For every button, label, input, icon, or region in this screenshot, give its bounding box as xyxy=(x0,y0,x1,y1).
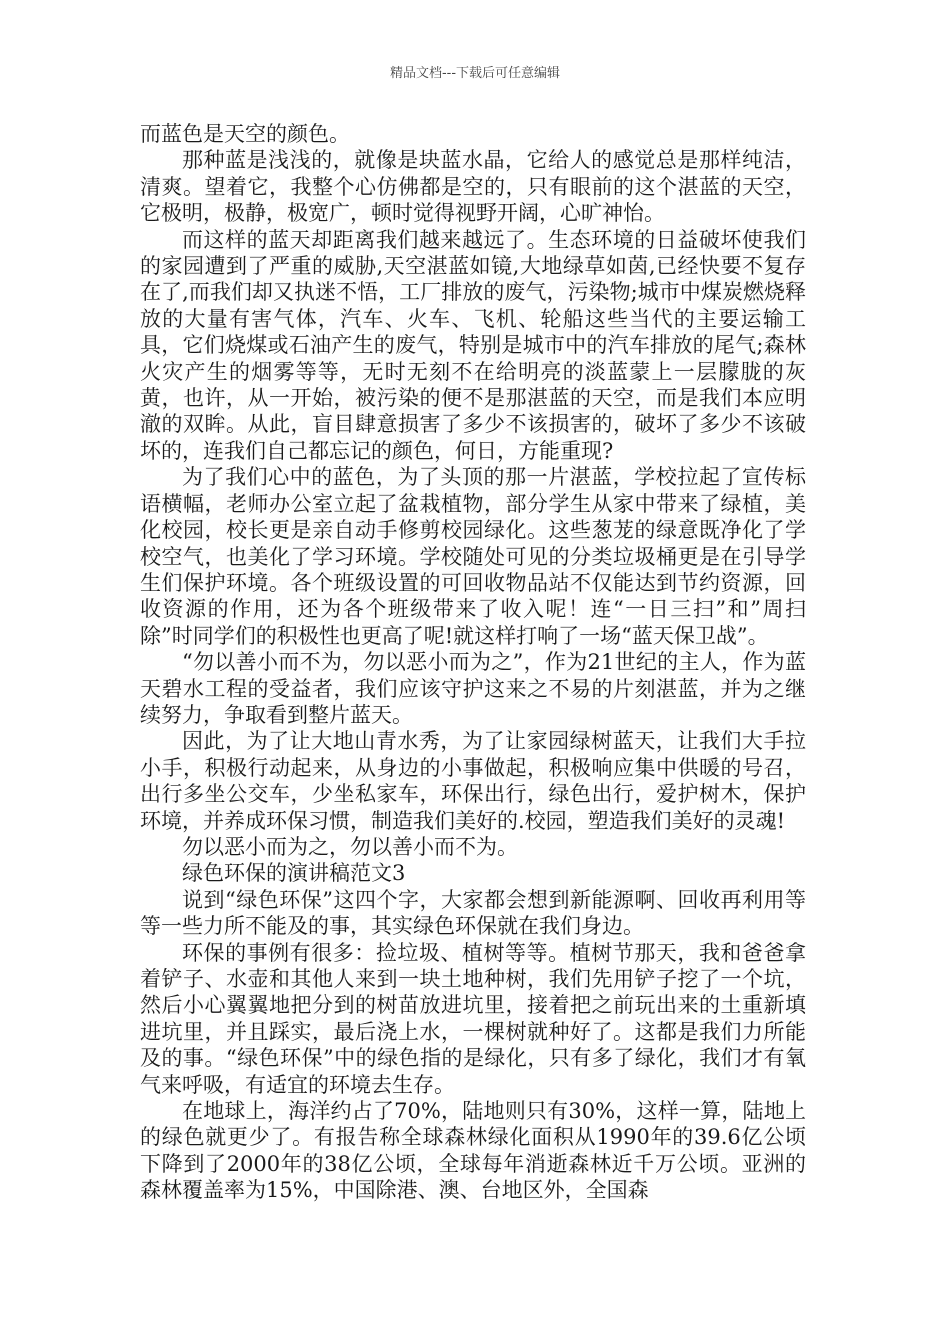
paragraph-8: 说到“绿色环保”这四个字，大家都会想到新能源啊、回收再利用等等一些力所不能及的事，其实绿色环保就在我们身边。 xyxy=(140,887,806,939)
paragraph-6: 因此，为了让大地山青水秀，为了让家园绿树蓝天，让我们大手拉小手，积极行动起来，从身边的小事做起，积极响应集中供暖的号召，出行多坐公交车，少坐私家车，环保出行，绿色出行，爱护树木，保护环境，并养成环保习惯，制造我们美好的.校园，塑造我们美好的灵魂! xyxy=(140,729,806,833)
paragraph-7: 勿以恶小而为之，勿以善小而不为。 xyxy=(182,834,518,859)
paragraph-4: 为了我们心中的蓝色，为了头顶的那一片湛蓝，学校拉起了宣传标语横幅，老师办公室立起了盆栽植物，部分学生从家中带来了绿植，美化校园，校长更是亲自动手修剪校园绿化。这些葱茏的绿意既净化了学校空气，也美化了学习环境。学校随处可见的分类垃圾桶更是在引导学生们保护环境。各个班级设置的可回收物品站不仅能达到节约资源，回收资源的作用，还为各个班级带来了收入呢！连“一日三扫”和”周扫除”时同学们的积极性也更高了呢!就这样打响了一场“蓝天保卫战”。 xyxy=(140,465,806,648)
page-header: 精品文档---下载后可任意编辑 xyxy=(389,66,561,81)
paragraph-10: 在地球上，海洋约占了70%，陆地则只有30%，这样一算，陆地上的绿色就更少了。有报告称全球森林绿化面积从1990年的39.6亿公顷下降到了2000年的38亿公顷，全球每年消逝森林近千万公顷。亚洲的森林覆盖率为15%，中国除港、澳、台地区外，全国森 xyxy=(140,1099,806,1203)
paragraph-2: 那种蓝是浅浅的，就像是块蓝水晶，它给人的感觉总是那样纯洁，清爽。望着它，我整个心仿佛都是空的，只有眼前的这个湛蓝的天空，它极明，极静，极宽广，顿时觉得视野开阔，心旷神怡。 xyxy=(140,148,806,226)
document-body xyxy=(140,121,806,1204)
paragraph-1: 而蓝色是天空的颜色。 xyxy=(140,122,350,146)
paragraph-9: 环保的事例有很多：捡垃圾、植树等等。植树节那天，我和爸爸拿着铲子、水壶和其他人来到一块土地种树，我们先用铲子挖了一个坑，然后小心翼翼地把分到的树苗放进坑里，接着把之前玩出来的土重新填进坑里，并且踩实，最后浇上水，一棵树就种好了。这都是我们力所能及的事。“绿色环保”中的绿色指的是绿化，只有多了绿化，我们才有氧气来呼吸，有适宜的环境去生存。 xyxy=(140,940,806,1097)
section-heading: 绿色环保的演讲稿范文3 xyxy=(182,861,406,886)
paragraph-5: “勿以善小而不为，勿以恶小而为之”，作为21世纪的主人，作为蓝天碧水工程的受益者，我们应该守护这来之不易的片刻湛蓝，并为之继续努力，争取看到整片蓝天。 xyxy=(140,650,806,727)
paragraph-3: 而这样的蓝天却距离我们越来越远了。生态环境的日益破坏使我们的家园遭到了严重的威胁,天空湛蓝如镜,大地绿草如茵,已经快要不复存在了,而我们却又执迷不悟，工厂排放的废气，污染物;城市中煤炭燃烧释放的大量有害气体，汽车、火车、飞机、轮船这些当代的主要运输工具，它们烧煤或石油产生的废气，特别是城市中的汽车排放的尾气;森林火灾产生的烟雾等等，无时无刻不在给明亮的淡蓝蒙上一层朦胧的灰黄，也许，从一开始，被污染的便不是那湛蓝的天空，而是我们本应明澈的双眸。从此，盲目肆意损害了多少不该损害的，破坏了多少不该破坏的，连我们自己都忘记的颜色，何日，方能重现? xyxy=(140,227,806,463)
